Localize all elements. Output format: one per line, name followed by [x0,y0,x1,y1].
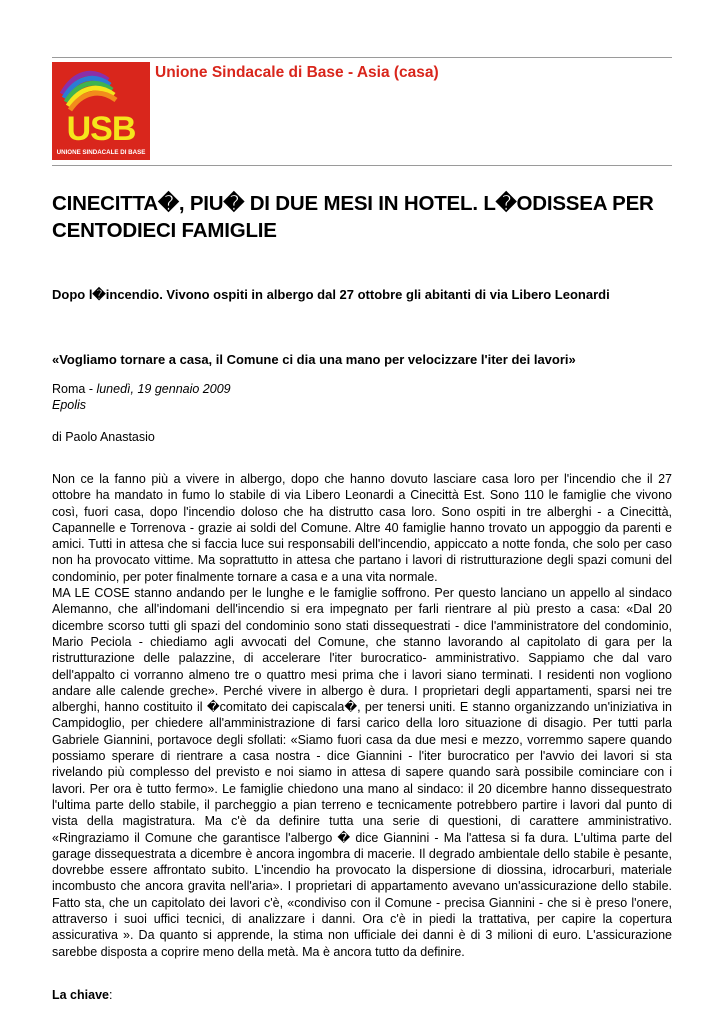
usb-logo [52,62,150,160]
article-body [52,471,672,960]
body-paragraph: Non ce la fanno più a vivere in albergo, dopo che hanno dovuto lasciare casa loro per l'incendio che il 27 ottobre ha mandato in fumo lo stabile di via Libero Leonardi a Cinecittà Est. Sono 110 le famiglie che vivono così, fuori casa, dopo l'incendio doloso che ha distrutto casa loro. Sono ospiti in tre alberghi - a Cinecittà, Capannelle e Torrenova - grazie ai soldi del Comune. Altre 40 famiglie hanno trovato un appoggio da parenti e amici. Tutti in attesa che si faccia luce sui responsabili dell'incendio, appiccato a notte fonda, che solo per caso non ha provocato vittime. Ma soprattutto in attesa che partano i lavori di ristrutturazione degli spazi comuni del condominio, per poter finalmente tornare a casa e a una vita normale. [52,472,672,584]
organization-name: Unione Sindacale di Base - Asia (casa) [155,64,439,81]
section-heading [52,988,112,1002]
logo-letters: USB [66,110,136,148]
article-title: CINECITTA�, PIU� DI DUE MESI IN HOTEL. L�ODISSEA PER CENTODIECI FAMIGLIE [52,192,654,242]
body-paragraph: MA LE COSE stanno andando per le lunghe e le famiglie soffrono. Per questo lanciano un appello al sindaco Alemanno, che all'indomani dell'incendio si era impegnato per farli rientrare al più presto a casa: «Dal 20 dicembre scorso tutti gli spazi del condominio sono stati dissequestrati - dice l'amministratore del condominio, Mario Peciola - chiediamo agli avvocati del Comune, che stanno lavorando al capitolato di gara per la ristrutturazione delle palazzine, di accelerare l'iter burocratico- amministrativo. Sappiamo che dal varo dell'appalto ci vorranno almeno tre o quattro mesi prima che i lavori siano terminati. I residenti non vogliono andare alle calende greche». Perché vivere in albergo è dura. I proprietari degli appartamenti, sparsi nei tre alberghi, hanno costituito il �comitato dei capiscala�, per tenersi uniti. E stanno organizzando un'iniziativa in Campidoglio, per chiedere all'amministrazione di farsi carico della loro situazione di disagio. Per tutti parla Gabriele Giannini, portavoce degli sfollati: «Siamo fuori casa da due mesi e mezzo, vorremmo sapere quando possiamo sperare di rientrare a casa nostra - dice Giannini - l'iter burocratico per l'avvio dei lavori si sta rivelando più complesso del previsto e noi siamo in attesa di sapere quando sarà possibile cominciare con i lavori. Per ora è tutto fermo». Le famiglie chiedono una mano al sindaco: il 20 dicembre hanno dissequestrato l'ultima parte dello stabile, il parcheggio a pian terreno e tecnicamente potrebbero partire i lavori dal punto di vista della magistratura. Ma c'è da definire tutta una serie di questioni, di carattere amministrativo. «Ringraziamo il Comune che garantisce l'albergo � dice Giannini - Ma l'attesa si fa dura. L'ultima parte del garage dissequestrata a dicembre è ancora ingombra di macerie. Il degrado ambientale dello stabile è pesante, dovrebbe essere affrontato subito. L'incendio ha provocato la dispersione di diossina, idrocarburi, materiale incombusto che ancora gravita nell'aria». I proprietari di appartamento avevano un'assicurazione dello stabile. Fatto sta, che un capitolato dei lavori c'è, «condiviso con il Comune - precisa Giannini - che si è preso l'onere, attraverso i suoi uffici tecnici, di analizzare i danni. Ora c'è in piedi la trattativa, per capire la copertura assicurativa ». Da quanto si apprende, la stima non ufficiale dei danni è di 3 milioni di euro. L'assicurazione sarebbe disposta a coprire meno della metà. Ma è ancora tutto da definire. [52,586,672,959]
header-bottom-rule [52,165,672,166]
usb-logo-graphic [52,62,150,160]
dateline-city: Roma - [52,382,97,396]
section-label: La chiave [52,988,109,1002]
logo-subtext: UNIONE SINDACALE DI BASE [56,149,146,156]
article-quote: «Vogliamo tornare a casa, il Comune ci dia una mano per velocizzare l'iter dei lavori» [52,352,576,367]
dateline-date: lunedì, 19 gennaio 2009 [96,382,231,396]
article-author: di Paolo Anastasio [52,430,155,444]
dateline-source: Epolis [52,398,87,412]
dateline [52,381,231,413]
top-rule [52,57,672,58]
article-subtitle: Dopo l�incendio. Vivono ospiti in albergo dal 27 ottobre gli abitanti di via Libero Leonardi [52,287,610,302]
section-colon: : [108,988,113,1002]
